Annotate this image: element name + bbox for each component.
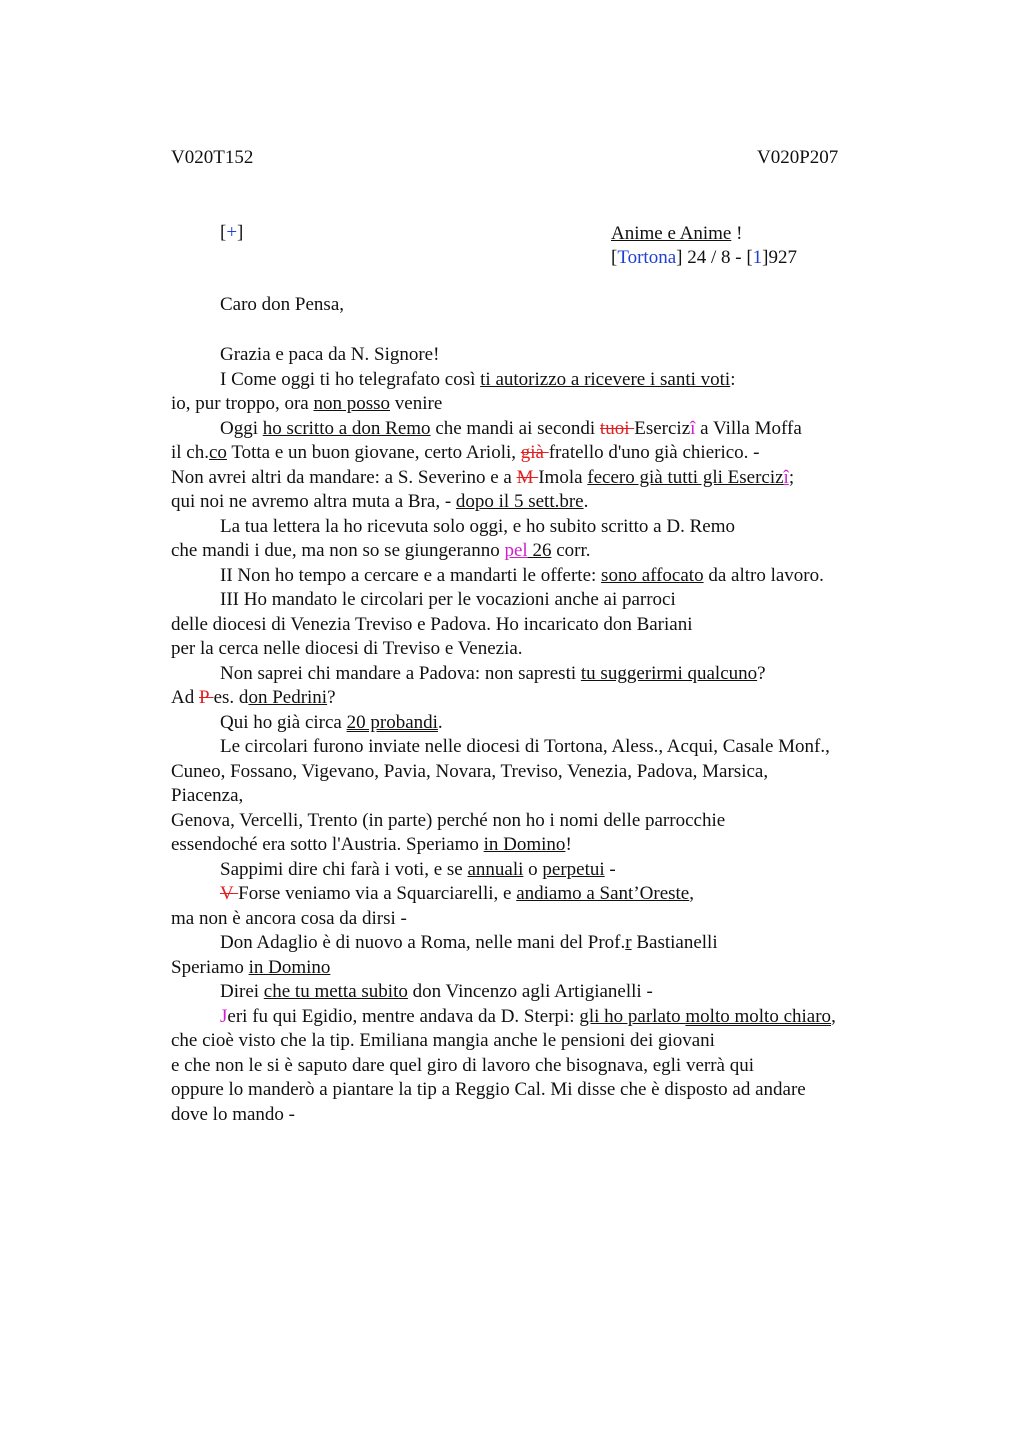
letter-title bbox=[611, 222, 797, 246]
title-text: Anime e Anime bbox=[611, 223, 732, 244]
letter-line bbox=[171, 735, 931, 760]
letter-line bbox=[171, 392, 931, 417]
dateline bbox=[611, 246, 797, 270]
letter-line bbox=[171, 882, 931, 907]
line-segment: essendoché era sotto l'Austria. Speriamo bbox=[171, 834, 484, 855]
letter-line bbox=[171, 858, 931, 883]
line-segment: gli ho parlato bbox=[579, 1005, 686, 1027]
line-segment: ti autorizzo a ricevere i santi voti bbox=[480, 368, 731, 390]
letter-line bbox=[171, 637, 931, 662]
letter-line bbox=[171, 343, 931, 368]
line-segment: co bbox=[209, 442, 227, 463]
letter-line bbox=[171, 686, 931, 711]
line-segment: in Domino bbox=[483, 834, 566, 855]
line-segment: : bbox=[730, 368, 736, 390]
letter-line bbox=[171, 588, 931, 613]
line-segment: . bbox=[583, 491, 589, 512]
letter-line bbox=[171, 809, 931, 834]
dateline-digit: 1 bbox=[752, 247, 763, 268]
line-segment: ho scritto a don Remo bbox=[262, 417, 431, 439]
line-segment: Le circolari furono inviate nelle diocesi di Tortona, Aless., Acqui, Casale Monf., bbox=[220, 736, 830, 757]
letter-line bbox=[171, 1054, 931, 1079]
line-segment: Don Adaglio è di nuovo a Roma, nelle mani del Prof. bbox=[220, 932, 626, 953]
letter-line bbox=[171, 662, 931, 687]
letter-body bbox=[171, 343, 931, 1127]
line-segment: dopo il 5 sett.bre bbox=[455, 491, 584, 512]
salutation: Caro don Pensa, bbox=[220, 294, 345, 315]
dateline-open: [ bbox=[611, 247, 618, 268]
letter-line bbox=[171, 368, 931, 393]
line-segment: Eserciz bbox=[634, 417, 691, 439]
line-segment: molto molto chiaro bbox=[685, 1005, 832, 1027]
struck-text: V bbox=[220, 883, 239, 904]
line-segment: Ad bbox=[171, 687, 199, 708]
line-segment: dove lo mando - bbox=[171, 1103, 296, 1125]
letter-line bbox=[171, 1005, 931, 1030]
letter-line bbox=[171, 980, 931, 1005]
line-segment: I Come oggi ti ho telegrafato così bbox=[220, 368, 481, 390]
bracket-open: [ bbox=[220, 222, 227, 243]
line-segment: on Pedrini bbox=[248, 687, 328, 708]
struck-text: M bbox=[516, 466, 539, 488]
letter-line bbox=[171, 466, 931, 491]
line-segment: . bbox=[437, 711, 443, 733]
line-segment: e che non le si è saputo dare quel giro di lavoro che bisognava, egli verrà qui bbox=[171, 1054, 754, 1076]
line-segment: don Vincenzo agli Artigianelli - bbox=[407, 981, 653, 1002]
line-segment: non posso bbox=[313, 393, 391, 414]
struck-text: già bbox=[520, 442, 549, 463]
cross-sign: + bbox=[226, 222, 238, 243]
letter-line bbox=[171, 784, 931, 809]
line-segment: che mandi ai secondi bbox=[430, 417, 600, 439]
line-segment: Non saprei chi mandare a Padova: non sapresti bbox=[220, 662, 581, 684]
line-segment: fratello d'uno già chierico. - bbox=[548, 442, 760, 463]
line-segment: 26 bbox=[527, 540, 552, 561]
line-segment: , bbox=[831, 1005, 836, 1027]
line-segment: Qui ho già circa bbox=[220, 711, 347, 733]
struck-text: P bbox=[198, 687, 214, 708]
letter-line bbox=[171, 441, 931, 466]
line-segment: tu suggerirmi qualcuno bbox=[580, 662, 758, 684]
letter-line bbox=[171, 564, 931, 589]
line-segment: II Non ho tempo a cercare e a mandarti le offerte: bbox=[220, 564, 602, 586]
line-segment: La tua lettera la ho ricevuta solo oggi, e ho subito scritto a D. Remo bbox=[220, 515, 735, 537]
line-segment: Non avrei altri da mandare: a S. Severino e a bbox=[171, 466, 517, 488]
line-segment: î bbox=[690, 417, 696, 439]
line-segment: corr. bbox=[551, 540, 591, 561]
letter-line bbox=[171, 1078, 931, 1103]
line-segment: delle diocesi di Venezia Treviso e Padova. Ho incaricato don Bariani bbox=[171, 613, 693, 635]
letter-line bbox=[171, 931, 931, 956]
document-code-left: V020T152 bbox=[171, 147, 254, 168]
letter-line bbox=[171, 539, 931, 564]
cross-mark bbox=[220, 222, 243, 244]
line-segment: ma non è ancora cosa da dirsi - bbox=[171, 907, 407, 929]
letter-line bbox=[171, 760, 931, 785]
line-segment: a Villa Moffa bbox=[695, 417, 802, 439]
line-segment: il ch. bbox=[171, 442, 209, 463]
line-segment: ? bbox=[757, 662, 766, 684]
line-segment: J bbox=[220, 1005, 228, 1027]
line-segment: ; bbox=[788, 466, 795, 488]
line-segment: î bbox=[783, 466, 789, 488]
line-segment: 20 probandi bbox=[346, 711, 438, 733]
line-segment: r bbox=[625, 932, 632, 953]
letter-line bbox=[171, 613, 931, 638]
letter-line bbox=[171, 1103, 931, 1128]
line-segment: per la cerca nelle diocesi di Treviso e Venezia. bbox=[171, 638, 523, 659]
bracket-close: ] bbox=[237, 222, 244, 243]
struck-text: tuoi bbox=[599, 417, 635, 439]
line-segment: Forse veniamo via a Squarciarelli, e bbox=[238, 883, 517, 904]
line-segment: o bbox=[523, 858, 543, 880]
letter-line bbox=[171, 417, 931, 442]
letter-line bbox=[171, 515, 931, 540]
line-segment: Speriamo bbox=[171, 956, 249, 978]
line-segment: Totta e un buon giovane, certo Arioli, bbox=[226, 442, 521, 463]
line-segment: pel bbox=[504, 540, 528, 561]
line-segment: eri fu qui Egidio, mentre andava da D. Sterpi: bbox=[227, 1005, 580, 1027]
line-segment: sono affocato bbox=[601, 564, 704, 586]
letter-line bbox=[171, 711, 931, 736]
line-segment: Genova, Vercelli, Trento (in parte) perché non ho i nomi delle parrocchie bbox=[171, 809, 726, 831]
line-segment: Grazia e paca da N. Signore! bbox=[220, 344, 440, 365]
line-segment: io, pur troppo, ora bbox=[171, 393, 314, 414]
line-segment: oppure lo manderò a piantare la tip a Reggio Cal. Mi disse che è disposto ad andare bbox=[171, 1079, 806, 1100]
line-segment: Sappimi dire chi farà i voti, e se bbox=[220, 858, 468, 880]
title-mark: ! bbox=[731, 223, 743, 244]
line-segment: fecero già tutti gli Eserciz bbox=[587, 466, 784, 488]
letter-line bbox=[171, 1029, 931, 1054]
document-code-right: V020P207 bbox=[757, 147, 839, 168]
line-segment: Direi bbox=[220, 981, 264, 1002]
line-segment: venire bbox=[390, 393, 443, 414]
line-segment: annuali bbox=[467, 858, 524, 880]
line-segment: qui noi ne avremo altra muta a Bra, - bbox=[171, 491, 456, 512]
letter-line bbox=[171, 490, 931, 515]
line-segment: , bbox=[689, 883, 694, 904]
line-segment: ! bbox=[565, 834, 572, 855]
dateline-date: ] 24 / 8 - [ bbox=[676, 247, 753, 268]
line-segment: es. d bbox=[213, 687, 249, 708]
dateline-place: Tortona bbox=[617, 247, 677, 268]
dateline-year: ]927 bbox=[762, 247, 797, 268]
line-segment: Oggi bbox=[220, 417, 263, 439]
line-segment: che cioè visto che la tip. Emiliana mangia anche le pensioni dei giovani bbox=[171, 1030, 715, 1051]
line-segment: ? bbox=[327, 687, 336, 708]
letter-line bbox=[171, 833, 931, 858]
line-segment: Bastianelli bbox=[631, 932, 718, 953]
line-segment: in Domino bbox=[248, 956, 331, 978]
line-segment: che mandi i due, ma non so se giungeranno bbox=[171, 540, 505, 561]
line-segment: andiamo a Sant’Oreste bbox=[516, 883, 690, 904]
line-segment: - bbox=[604, 858, 616, 880]
line-segment: Imola bbox=[538, 466, 588, 488]
line-segment: da altro lavoro. bbox=[703, 564, 824, 586]
line-segment: Piacenza, bbox=[171, 785, 244, 806]
letter-line bbox=[171, 956, 931, 981]
title-block bbox=[611, 222, 797, 270]
line-segment: che tu metta subito bbox=[263, 981, 408, 1002]
line-segment: III Ho mandato le circolari per le vocazioni anche ai parroci bbox=[220, 589, 676, 610]
line-segment: Cuneo, Fossano, Vigevano, Pavia, Novara, Treviso, Venezia, Padova, Marsica, bbox=[171, 760, 769, 782]
letter-line bbox=[171, 907, 931, 932]
line-segment: perpetui bbox=[542, 858, 605, 880]
